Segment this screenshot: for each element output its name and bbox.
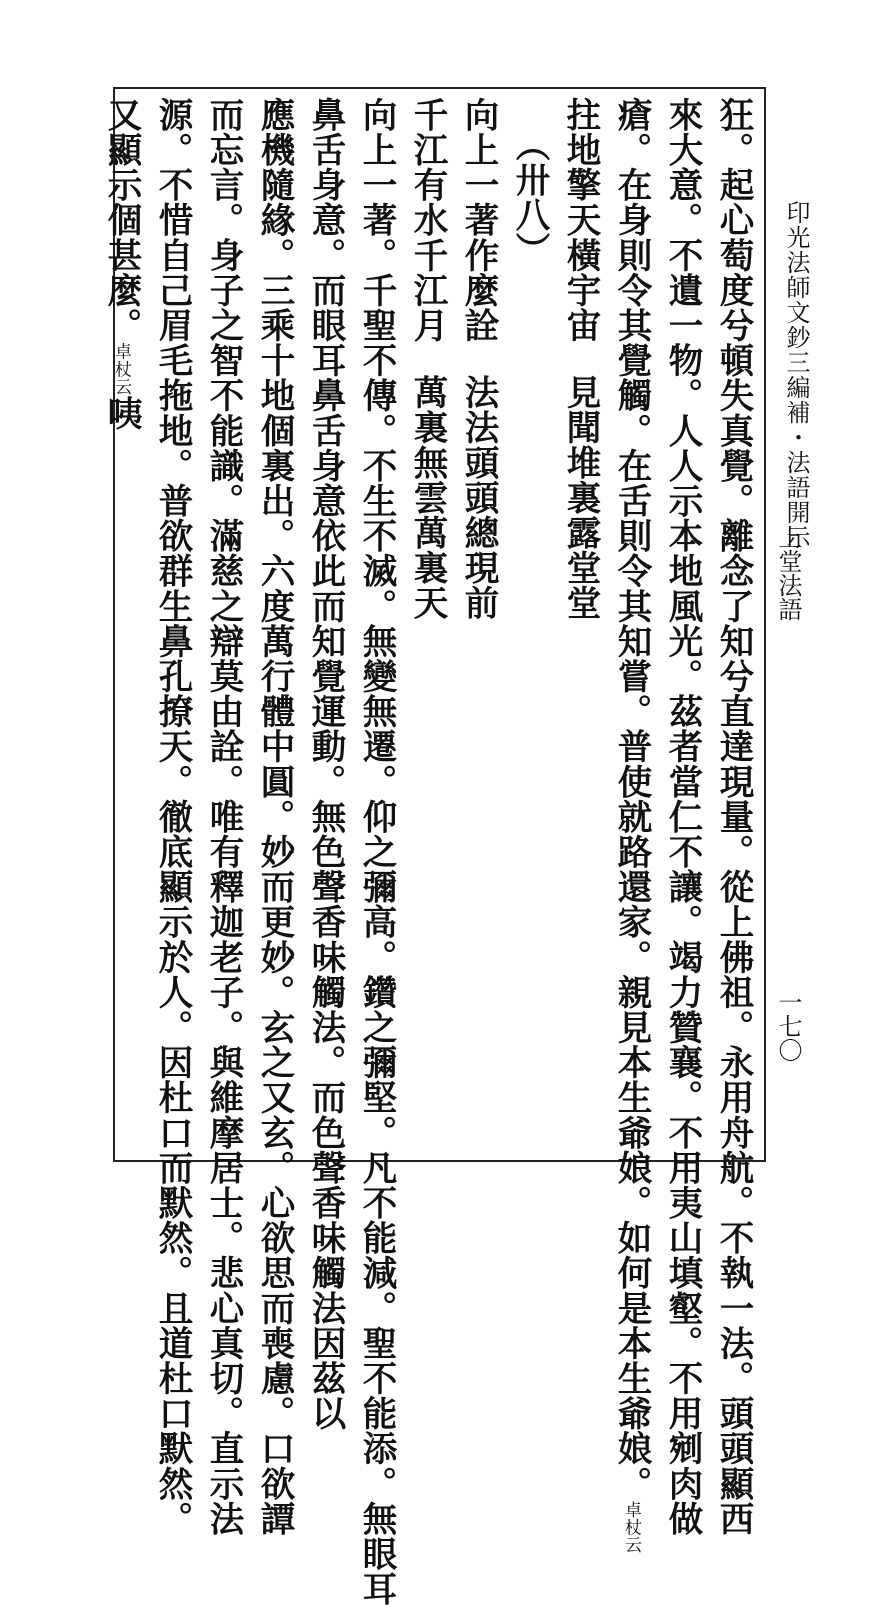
text-column-10: 應機隨緣。三乘十地個裏出。六度萬行體中圓。妙而更妙。玄之又玄。心欲思而喪慮。口欲譚 [254,97,294,1537]
text-column-8: 向上一著。千聖不傳。不生不滅。無變無遷。仰之彌高。鑽之彌堅。凡不能減。聖不能添。無眼耳 [356,97,396,1606]
text-column-12: 源。不惜自己眉毛拖地。普欲群生鼻孔撩天。徹底顯示於人。因杜口而默然。且道杜口默然。 [152,97,192,1537]
text-column-13: 又顯示個甚麼。卓杖云咦 [101,97,141,431]
text-column-11: 而忘言。身子之智不能識。滿慈之辯莫由詮。唯有釋迦老子。與維摩居士。悲心真切。直示法 [203,97,243,1537]
text-column-2: 來大意。不遺一物。人人示本地風光。茲者當仁不讓。竭力贊襄。不用夷山填壑。不用剜肉做 [662,97,702,1537]
running-header-title: 印光法師文鈔三編補・法語開示 [782,200,810,550]
section-number: （卅八） [509,127,549,268]
verse-column-1: 拄地擎天橫宇宙見聞堆裏露堂堂 [560,97,600,621]
text-column-9: 鼻舌身意。而眼耳鼻舌身意依此而知覺運動。無色聲香味觸法。而色聲香味觸法因茲以 [305,97,345,1431]
running-header-section: 上堂法語 [774,525,802,621]
annotation-note: 卓杖云 [111,342,131,396]
text-column-1: 狂。起心萄度兮頓失真覺。離念了知兮直達現量。從上佛祖。永用舟航。不執一法。頭頭顯西 [713,97,753,1537]
verse-column-2: 向上一著作麼詮法法頭頭總現前 [458,97,498,621]
text-column-3: 瘡。在身則令其覺觸。在舌則令其知嘗。普使就路還家。親見本生爺娘。如何是本生爺娘。卓杖云 [611,97,651,1554]
annotation-note: 卓杖云 [621,1501,641,1554]
main-text [101,97,758,1606]
page-number: 一七〇 [774,990,802,1062]
verse-column-3: 千江有水千江月萬裏無雲萬裏天 [407,97,447,621]
header-divider [764,87,766,1162]
